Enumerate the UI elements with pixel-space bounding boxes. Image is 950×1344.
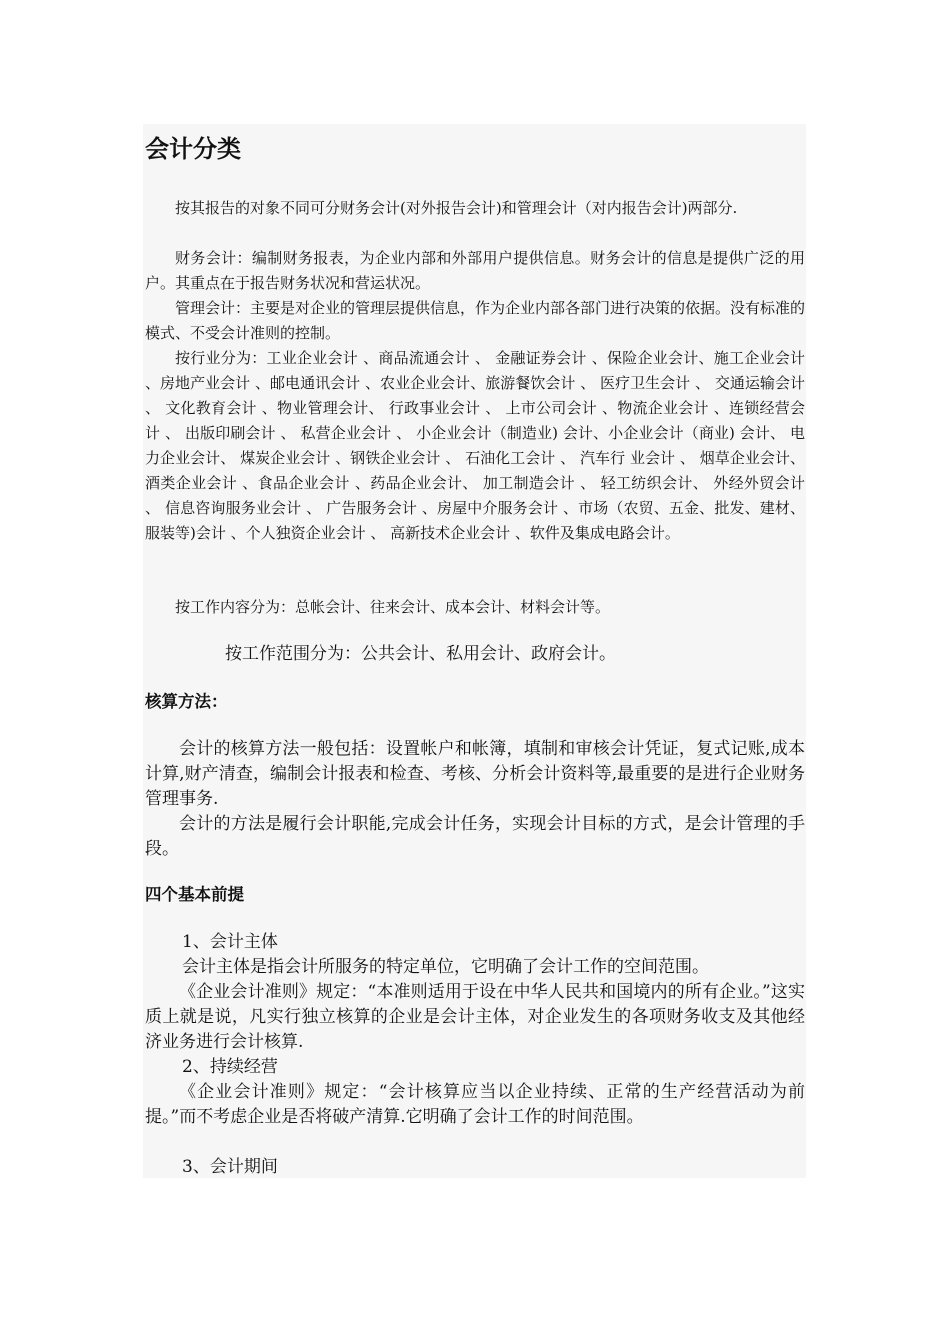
paragraph-report-object: 按其报告的对象不同可分财务会计(对外报告会计)和管理会计（对内报告会计)两部分. — [175, 199, 738, 217]
paragraph-industry-types: 按行业分为：工业企业会计 、商品流通会计 、 金融证券会计 、保险企业会计、施工企业会计 、房地产业会计 、邮电通讯会计 、农业企业会计、旅游餐饮会计 、 医疗卫生会计 、 交通运输会计 、 文化教育会计 、物业管理会计、 行政事业会计 、 上市公司会计 、物流企业会计 、连锁经营会计 、 出版印刷会计 、 私营企业会计 、 小企业会计（制造业) 会计、小企业会计（商业) 会计、 电力企业会计、 煤炭企业会计 、钢铁企业会计 、 石油化工会计 、 汽车行 业会计 、 烟草企业会计、 酒类企业会计 、食品企业会计 、药品企业会计、 加工制造会计 、 轻工纺织会计、 外经外贸会计 、 信息咨询服务业会计 、 广告服务会计 、房屋中介服务会计 、市场（农贸、五金、批发、建材、服装等)会计 、个人独资企业会计 、 高新技术企业会计 、软件及集成电路会计。 — [145, 349, 805, 542]
section-heading-premises: 四个基本前提 — [145, 885, 244, 904]
premise-title-going-concern: 2、持续经营 — [182, 1057, 278, 1077]
paragraph-methods-definition: 会计的方法是履行会计职能,完成会计任务，实现会计目标的方式，是会计管理的手段。 — [145, 814, 805, 859]
paragraph-methods-overview: 会计的核算方法一般包括：设置帐户和帐簿，填制和审核会计凭证，复式记账,成本计算,财产清查，编制会计报表和检查、考核、分析会计资料等,最重要的是进行企业财务管理事务. — [145, 739, 805, 809]
paragraph-work-content: 按工作内容分为：总帐会计、往来会计、成本会计、材料会计等。 — [175, 598, 611, 616]
premise-going-concern-standard: 《企业会计准则》规定：“会计核算应当以企业持续、正常的生产经营活动为前提。”而不考虑企业是否将破产清算.它明确了会计工作的时间范围。 — [145, 1082, 805, 1127]
premise-title-accounting-period: 3、会计期间 — [182, 1157, 278, 1177]
premise-title-entity: 1、会计主体 — [182, 932, 278, 952]
premise-entity-definition: 会计主体是指会计所服务的特定单位，它明确了会计工作的空间范围。 — [182, 957, 709, 977]
section-heading-methods: 核算方法： — [145, 692, 228, 711]
premise-entity-standard: 《企业会计准则》规定：“本准则适用于设在中华人民共和国境内的所有企业。”这实质上就是说，凡实行独立核算的企业是会计主体，对企业发生的各项财务收支及其他经济业务进行会计核算. — [145, 982, 805, 1052]
paragraph-management-accounting: 管理会计：主要是对企业的管理层提供信息，作为企业内部各部门进行决策的依据。没有标准的模式、不受会计准则的控制。 — [145, 299, 806, 342]
page-title: 会计分类 — [145, 135, 241, 163]
paragraph-financial-accounting: 财务会计：编制财务报表，为企业内部和外部用户提供信息。财务会计的信息是提供广泛的用户。其重点在于报告财务状况和营运状况。 — [145, 249, 805, 292]
paragraph-work-scope: 按工作范围分为：公共会计、私用会计、政府会计。 — [225, 644, 616, 664]
